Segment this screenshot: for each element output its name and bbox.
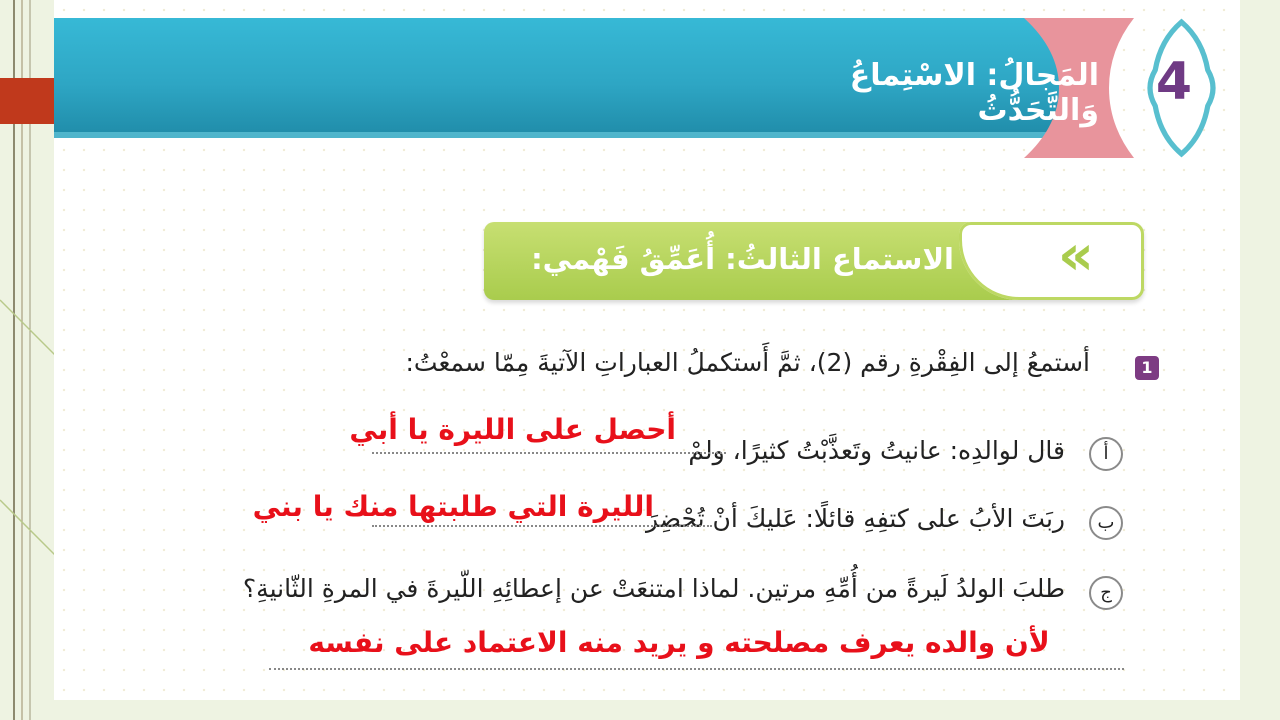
question-text: أستمعُ إلى الفِقْرةِ رقم (2)، ثمَّ أَستكملُ العباراتِ الآتيةَ مِمّا سمعْتُ: — [405, 348, 1090, 377]
item-letter-c: ج — [1089, 576, 1123, 610]
section-tab — [959, 222, 1144, 300]
worksheet-page — [54, 0, 1240, 700]
question-number-badge: 1 — [1135, 356, 1159, 380]
red-edge-tab — [0, 78, 54, 124]
item-text-c: طلبَ الولدُ لَيرةً من أُمِّهِ مرتين. لماذا امتنعَتْ عن إعطائِهِ اللّيرةَ في المرةِ الثّانيةِ؟ — [242, 574, 1065, 603]
answer-b: الليرة التي طلبتها منك يا بني — [252, 490, 654, 523]
section-header — [484, 222, 1144, 300]
answer-line-a — [372, 452, 726, 454]
domain-title: المَجالُ: الاسْتِماعُ وَالتَّحَدُّثُ — [849, 58, 1099, 128]
item-text-b: ربَتَ الأبُ على كتفِهِ قائلًا: عَليكَ أنْ تُحْضِرَ — [645, 504, 1065, 533]
answer-a: أحصل على الليرة يا أبي — [349, 413, 676, 446]
answer-c: لأن والده يعرف مصلحته و يريد منه الاعتماد على نفسه — [308, 626, 1050, 659]
item-letter-b: ب — [1089, 506, 1123, 540]
double-chevron-icon: « — [1057, 223, 1094, 288]
answer-line-b — [372, 525, 712, 527]
unit-number: 4 — [1155, 52, 1193, 112]
answer-line-c — [269, 668, 1124, 670]
section-title: الاستماع الثالثُ: أُعَمِّقُ فَهْمي: — [531, 242, 954, 276]
item-text-a: قال لوالدِه: عانيتُ وتَعذَّبْتُ كثيرًا، ولمْ — [688, 436, 1065, 465]
item-letter-a: أ — [1089, 437, 1123, 471]
